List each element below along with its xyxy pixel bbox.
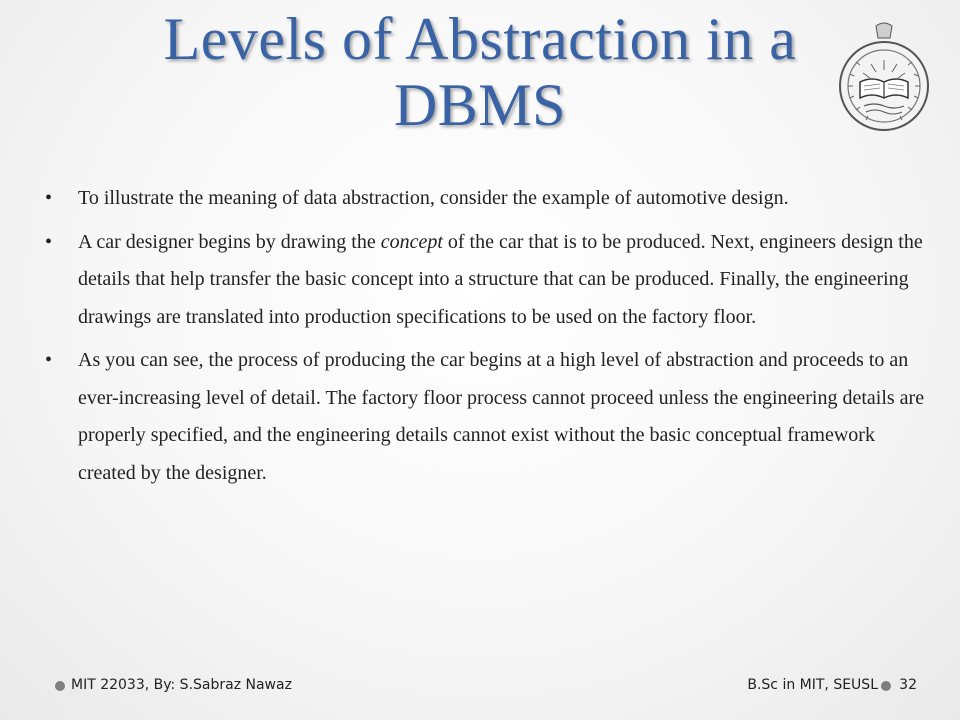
footer-course-label: MIT 22033, By: S.Sabraz Nawaz	[71, 677, 292, 693]
bullet-item	[45, 342, 925, 492]
page-number: 32	[899, 677, 917, 693]
title-line-1: Levels of Abstraction in a	[163, 6, 797, 72]
footer-left-dot-icon	[55, 681, 65, 691]
bullet-emphasis: concept	[380, 230, 443, 253]
bullet-text: As you can see, the process of producing the car begins at a high level of abstraction and proceeds to an ever-increasing level of detail. The factory floor process cannot proceed unless the engineering details are properly specified, and the engineering details cannot exist without the basic conceptual framework created by the designer.	[78, 349, 925, 484]
bullet-text: of the car that is to be produced. Next, engineers design the details that help transfer the basic concept into a structure that can be produced. Finally, the engineering drawings are translated into production specifications to be used on the factory floor.	[78, 230, 923, 328]
title-line-2: DBMS	[393, 72, 567, 138]
university-seal-icon	[836, 20, 932, 132]
bullet-item	[45, 180, 925, 218]
slide-footer	[55, 676, 925, 698]
bullet-item	[45, 224, 925, 337]
bullet-list	[45, 180, 925, 498]
bullet-text: A car designer begins by drawing the	[78, 230, 381, 253]
bullet-text: To illustrate the meaning of data abstraction, consider the example of automotive design.	[78, 187, 789, 209]
slide-title	[60, 6, 900, 138]
footer-right-dot-icon	[881, 681, 891, 691]
footer-program-label: B.Sc in MIT, SEUSL	[747, 677, 878, 693]
